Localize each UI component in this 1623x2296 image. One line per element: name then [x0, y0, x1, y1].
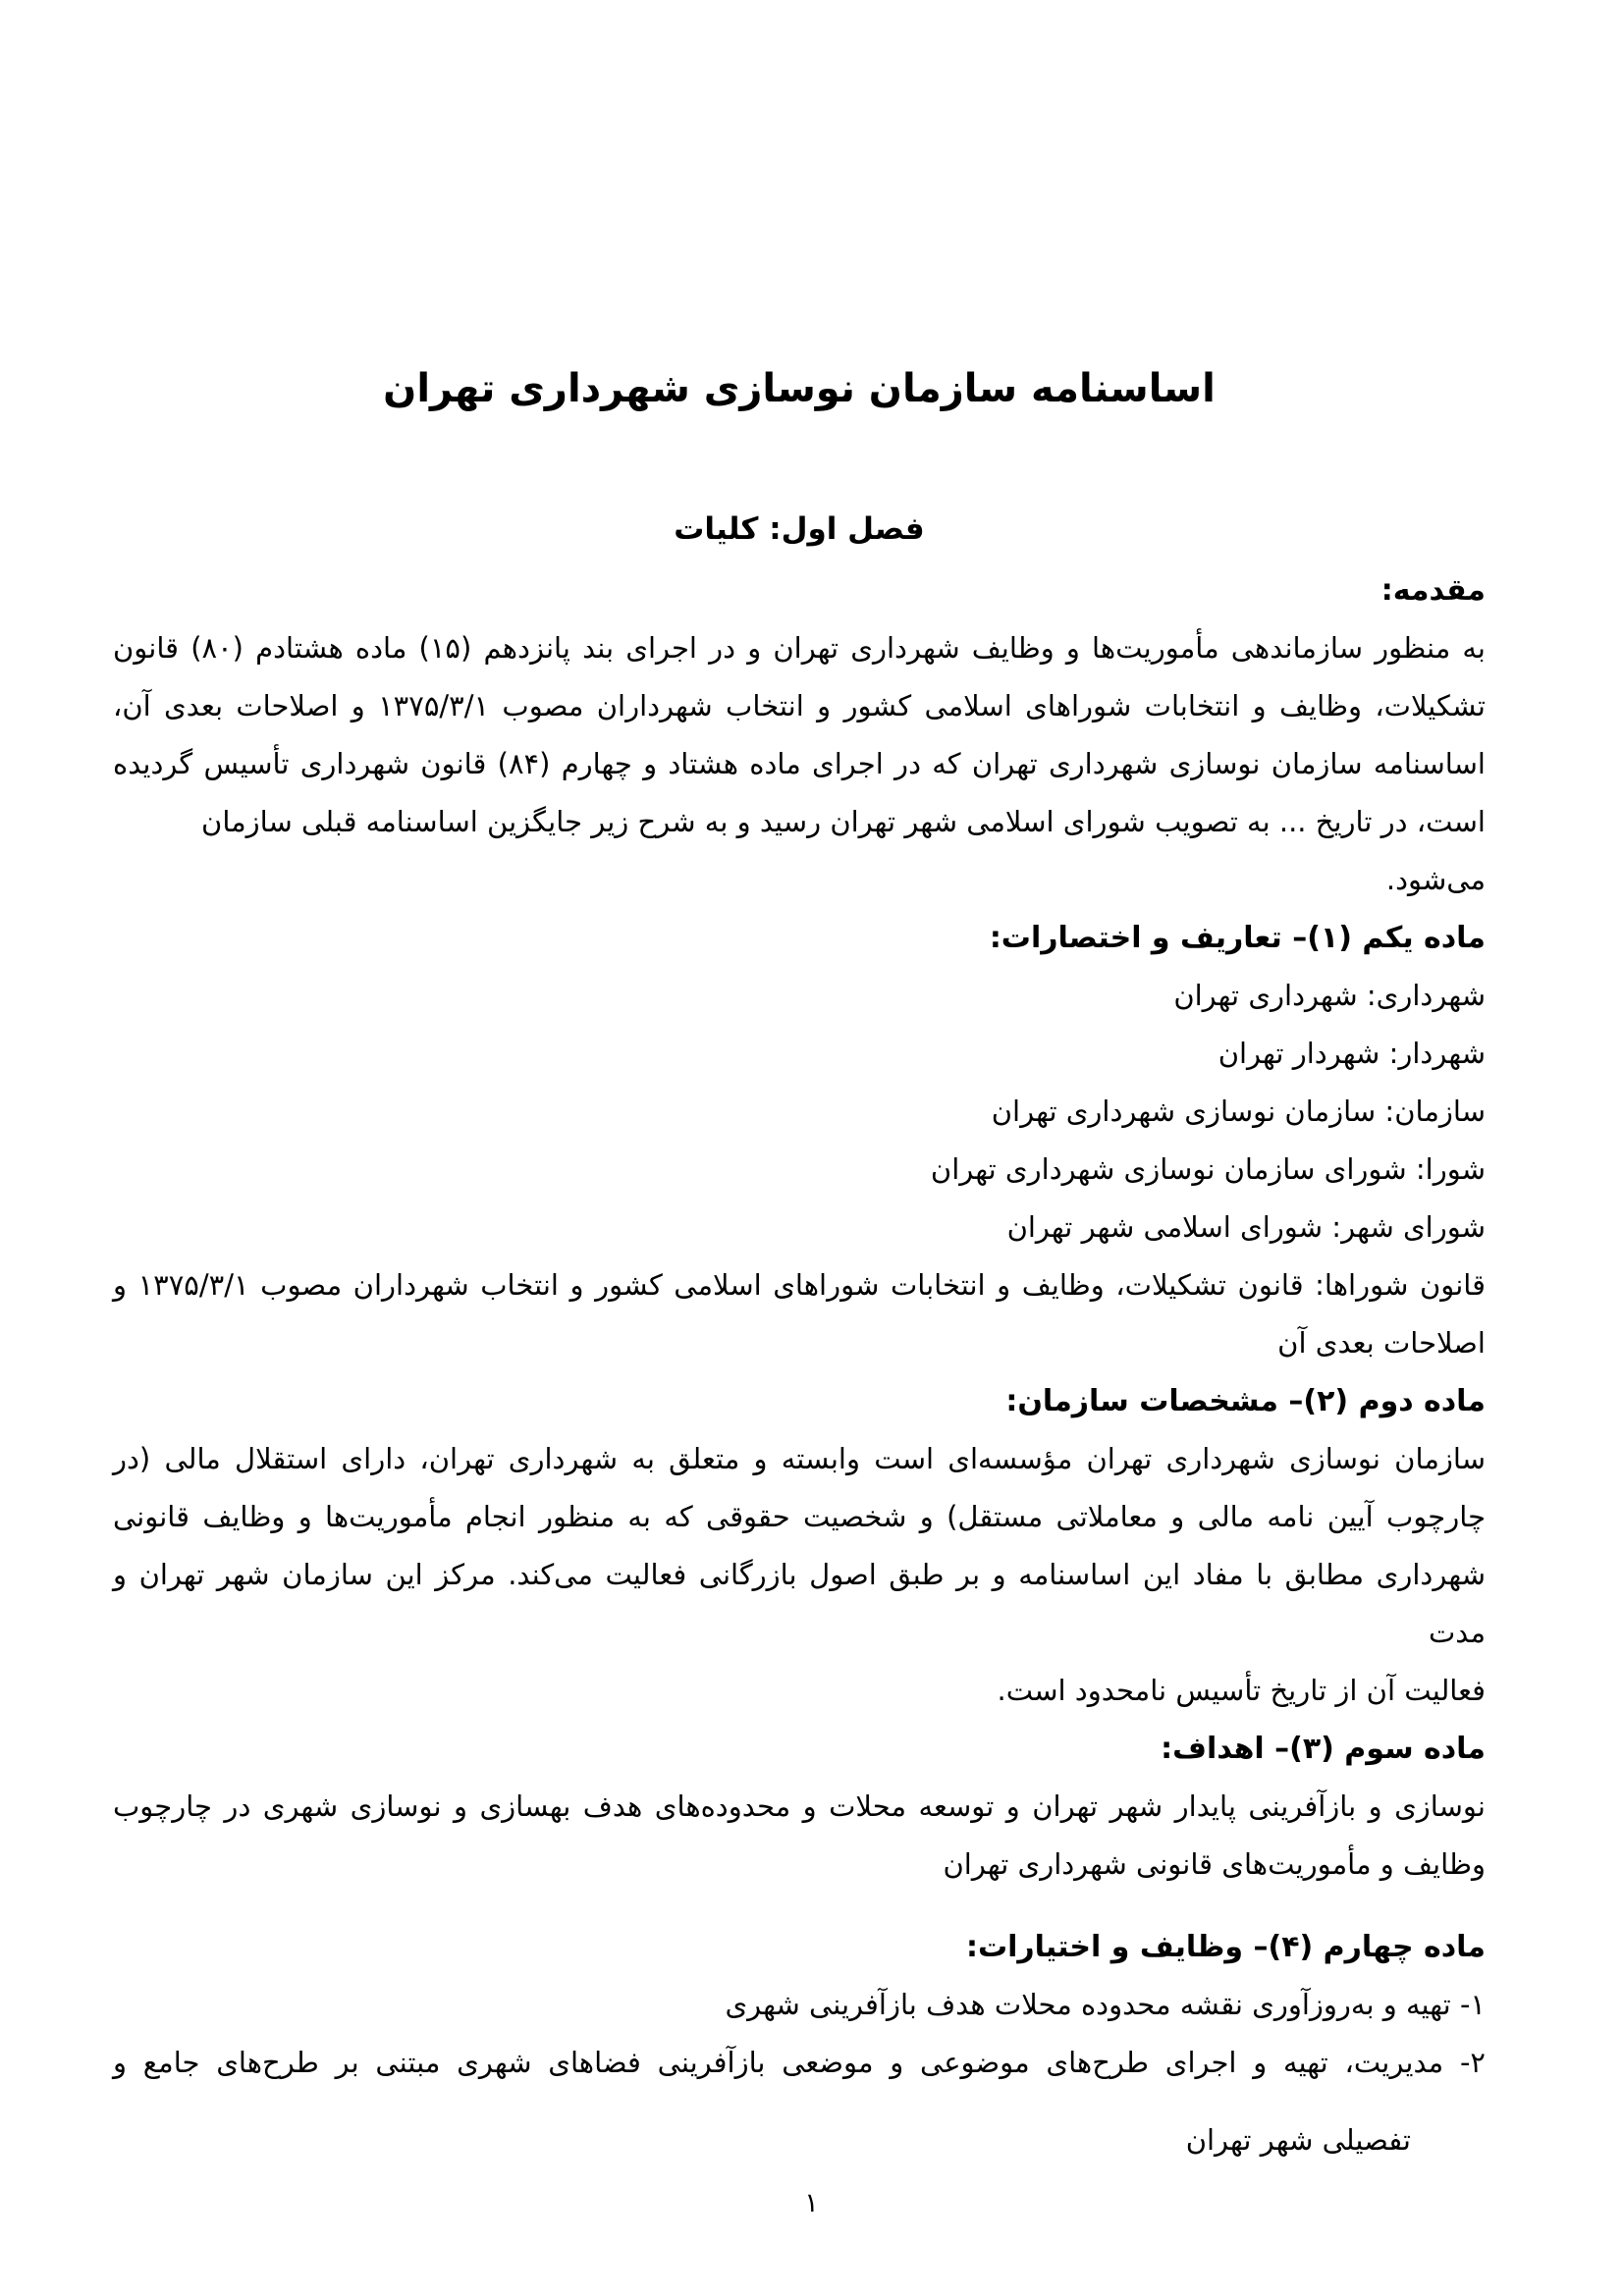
intro-paragraph	[113, 619, 1486, 909]
chapter-heading: فصل اول: کلیات	[674, 511, 925, 547]
intro-paragraph-line: است، در تاریخ ... به تصویب شورای اسلامی شهر تهران رسید و به شرح زیر جایگزین اساسنامه قبلی سازمان می‌شود.	[201, 805, 1486, 896]
article3-heading: ماده سوم (۳)– اهداف:	[1161, 1732, 1486, 1766]
definition-line: قانون شوراها: قانون تشکیلات، وظایف و انتخابات شوراهای اسلامی کشور و انتخاب شهرداران مصوب ۱۳۷۵/۳/۱ و	[113, 1268, 1486, 1302]
definition-line: سازمان: سازمان نوسازی شهرداری تهران	[991, 1095, 1486, 1128]
article3-paragraph-line: وظایف و مأموریت‌های قانونی شهرداری تهران	[943, 1847, 1486, 1881]
article4-list	[113, 1976, 1486, 2169]
article4-heading: ماده چهارم (۴)– وظایف و اختیارات:	[965, 1930, 1486, 1964]
article2-paragraph-line: شهرداری مطابق با مفاد این اساسنامه و بر طبق اصول بازرگانی فعالیت می‌کند. مرکز این سازمان شهر تهران و مدت	[113, 1558, 1486, 1649]
list-item-2-line2: تفصیلی شهر تهران	[1185, 2123, 1411, 2157]
intro-heading: مقدمه:	[1380, 573, 1486, 608]
article1-heading: ماده یکم (۱)– تعاریف و اختصارات:	[989, 921, 1486, 955]
document-content	[113, 0, 1486, 2169]
article3-paragraph	[113, 1778, 1486, 1894]
page-number: ۱	[804, 2188, 819, 2218]
article2-heading: ماده دوم (۲)– مشخصات سازمان:	[1005, 1384, 1486, 1418]
definition-line: اصلاحات بعدی آن	[1277, 1326, 1486, 1360]
article2-paragraph-line: چارچوب آیین نامه مالی و معاملاتی مستقل) و شخصیت حقوقی که به منظور انجام مأموریت‌ها و وظایف قانونی	[113, 1500, 1486, 1533]
definition-line: شهرداری: شهرداری تهران	[1173, 979, 1486, 1012]
document-title: اساسنامه سازمان نوسازی شهرداری تهران	[383, 366, 1216, 411]
definition-line: شهردار: شهردار تهران	[1217, 1037, 1486, 1070]
intro-paragraph-line: به منظور سازماندهی مأموریت‌ها و وظایف شهرداری تهران و در اجرای بند پانزدهم (۱۵) ماده هشتادم (۸۰) قانون	[113, 631, 1486, 665]
definition-line: شورای شهر: شورای اسلامی شهر تهران	[1006, 1210, 1486, 1244]
article2-paragraph-line: سازمان نوسازی شهرداری تهران مؤسسه‌ای است وابسته و متعلق به شهرداری تهران، دارای استقلال مالی (در	[113, 1442, 1486, 1475]
article2-paragraph-line: فعالیت آن از تاریخ تأسیس نامحدود است.	[997, 1674, 1486, 1707]
article1-definitions	[113, 967, 1486, 1372]
article2-paragraph	[113, 1430, 1486, 1720]
list-item-2-line1: ۲- مدیریت، تهیه و اجرای طرح‌های موضوعی و موضعی بازآفرینی فضاهای شهری مبتنی بر طرح‌های جامع و	[113, 2046, 1486, 2079]
article3-paragraph-line: نوسازی و بازآفرینی پایدار شهر تهران و توسعه محلات و محدوده‌های هدف بهسازی و نوسازی شهری در چارچوب	[113, 1789, 1486, 1823]
intro-paragraph-line: تشکیلات، وظایف و انتخابات شوراهای اسلامی کشور و انتخاب شهرداران مصوب ۱۳۷۵/۳/۱ و اصلاحات بعدی آن،	[113, 689, 1486, 722]
definition-line: شورا: شورای سازمان نوسازی شهرداری تهران	[930, 1152, 1486, 1186]
list-item-1: ۱- تهیه و به‌روزآوری نقشه محدوده محلات هدف بازآفرینی شهری	[725, 1988, 1486, 2021]
intro-paragraph-line: اساسنامه سازمان نوسازی شهرداری تهران که در اجرای ماده هشتاد و چهارم (۸۴) قانون شهرداری تأسیس گردیده	[113, 747, 1486, 780]
